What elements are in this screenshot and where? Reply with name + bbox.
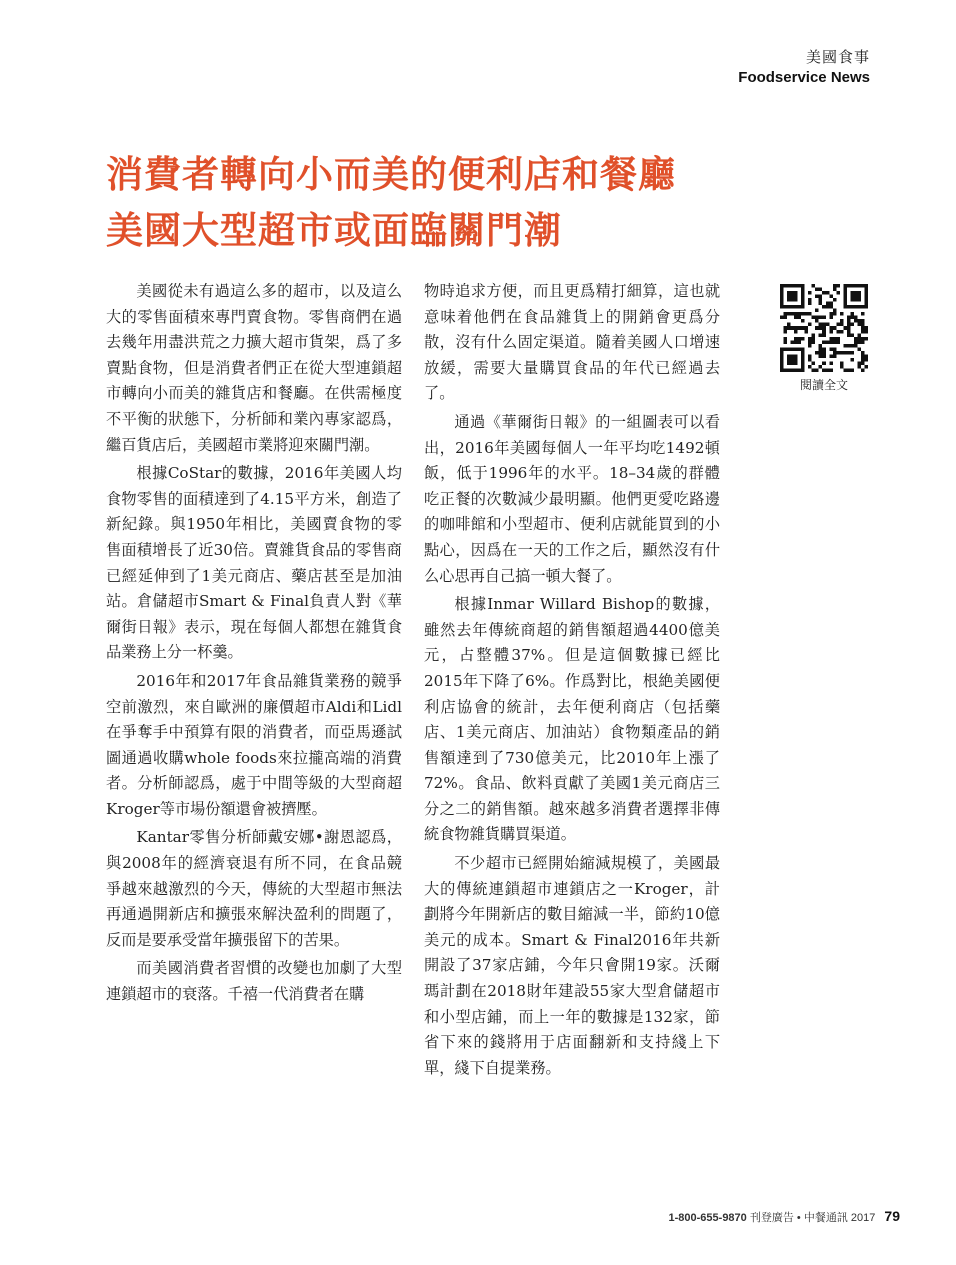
section-title-english: Foodservice News <box>738 69 870 86</box>
qr-code-icon[interactable] <box>780 284 868 372</box>
article-column-right <box>424 279 720 1084</box>
article-paragraph: 2016年和2017年食品雜貨業務的競爭空前激烈，來自歐洲的廉價超市Aldi和Lidl在爭奪手中預算有限的消費者，而亞馬遜試圖通過收購whole foods來拉攏高端的消費者。分析師認爲，處于中間等級的大型商超Kroger等市場份額還會被擠壓。 <box>106 671 402 818</box>
qr-code-block[interactable] <box>779 284 869 393</box>
article-headline <box>106 146 846 258</box>
article-paragraph: 不少超市已經開始縮減規模了，美國最大的傳統連鎖超市連鎖店之一Kroger，計劃將今年開新店的數目縮減一半，節約10億美元的成本。Smart & Final2016年共新開設了37家店鋪，今年只會開19家。沃爾瑪計劃在2018財年建設55家大型倉儲超市和小型店鋪，而上一年的數據是132家，節省下來的錢將用于店面翻新和支持綫上下單，綫下自提業務。 <box>424 854 720 1077</box>
footer-publication: 刊登廣告 • 中餐通訊 2017 <box>749 1212 876 1224</box>
headline-line-1: 消費者轉向小而美的便利店和餐廳 <box>106 152 676 196</box>
article-paragraph: 根據CoStar的數據，2016年美國人均食物零售的面積達到了4.15平方米，創造了新紀錄。與1950年相比，美國賣食物的零售面積增長了近30倍。賣雜貨食品的零售商已經延伸到了1美元商店、藥店甚至是加油站。倉儲超市Smart & Final負責人對《華爾街日報》表示，現在每個人都想在雜貨食品業務上分一杯羹。 <box>106 464 402 662</box>
article-paragraph: 而美國消費者習慣的改變也加劇了大型連鎖超市的衰落。千禧一代消費者在購 <box>106 959 402 1004</box>
headline-line-2: 美國大型超市或面臨關門潮 <box>106 208 562 252</box>
article-paragraph: 物時追求方便，而且更爲精打細算，這也就意味着他們在食品雜貨上的開銷會更爲分散，沒有什么固定渠道。隨着美國人口增速放緩，需要大量購買食品的年代已經過去了。 <box>424 282 720 403</box>
section-label <box>738 46 870 86</box>
page-footer <box>669 1208 901 1225</box>
page-number: 79 <box>884 1208 900 1224</box>
article-column-left <box>106 279 402 1011</box>
footer-phone: 1-800-655-9870 <box>668 1212 747 1224</box>
article-paragraph: 根據Inmar Willard Bishop的數據，雖然去年傳統商超的銷售額超過4400億美元，占整體37%。但是這個數據已經比2015年下降了6%。作爲對比，根絶美國便利店協會的統計，去年便利商店（包括藥店、1美元商店、加油站）食物類產品的銷售額達到了730億美元，比2010年上漲了72%。食品、飲料貢獻了美國1美元商店三分之二的銷售額。越來越多消費者選擇非傳統食物雜貨購買渠道。 <box>424 595 720 844</box>
section-title-chinese: 美國食事 <box>805 48 870 66</box>
article-paragraph: 通過《華爾街日報》的一組圖表可以看出，2016年美國每個人一年平均吃1492頓飯，低于1996年的水平。18–34歲的群體吃正餐的次數減少最明顯。他們更愛吃路邊的咖啡館和小型超市、便利店就能買到的小點心，因爲在一天的工作之后，顯然沒有什么心思再自己搞一頓大餐了。 <box>424 412 720 585</box>
article-paragraph: 美國從未有過這么多的超市，以及這么大的零售面積來專門賣食物。零售商們在過去幾年用盡洪荒之力擴大超市貨架，爲了多賣點食物，但是消費者們正在從大型連鎖超市轉向小而美的雜貨店和餐廳。在供需極度不平衡的狀態下，分析師和業內專家認爲，繼百貨店后，美國超市業將迎來關門潮。 <box>106 282 402 454</box>
article-paragraph: Kantar零售分析師戴安娜•謝恩認爲，與2008年的經濟衰退有所不同，在食品競爭越來越激烈的今天，傳統的大型超市無法再通過開新店和擴張來解決盈利的問題了，反而是要承受當年擴張留下的苦果。 <box>106 828 402 949</box>
qr-caption: 閱讀全文 <box>799 378 848 392</box>
